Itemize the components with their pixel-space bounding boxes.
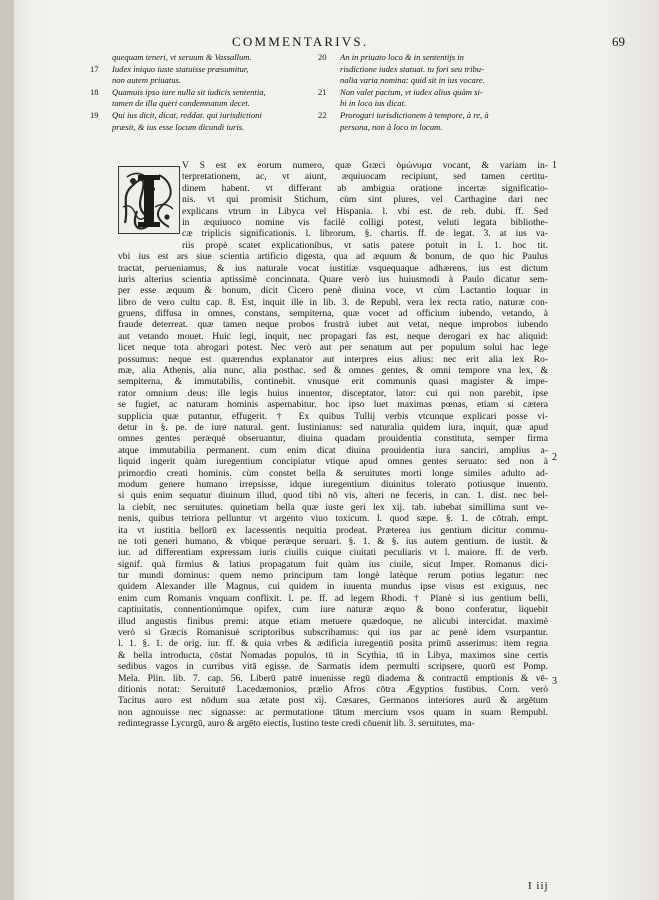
text-line: explicans vtrum in Libyca vel Hispania. l. vbi est. de reb. dubi. ff. Sed	[182, 205, 548, 217]
text-line: detur in §. pe. de iure natural. gent. Iustinianus: sed naturalia quidem iura, inquit, quæ apud	[118, 421, 548, 433]
text-line: dinem habent. vt differant ab ambigua oratione incertæ significatio-	[182, 182, 548, 194]
summary-number: 21	[318, 86, 327, 97]
text-line: ita vt iustitia bellorū ex lacessentis nequitia prodeat. Præterea ius gentium dicitur commu-	[118, 524, 548, 536]
summary-number	[90, 52, 112, 64]
margin-note-marker: 1	[552, 160, 557, 171]
text-line: sempiterna, & immutabilis, continebit. vnusque erit communis quasi magister & impe-	[118, 376, 548, 388]
summary-left-column	[90, 52, 316, 133]
text-line: supplicia quæ putantur, effugerit. † Ex quibus Tullij verbis vtcunque explicari posse vi-	[118, 410, 548, 422]
summary-text: Iudex iniquo iuste statuisse præsumitur, non autem priuatus.	[112, 63, 249, 86]
text-line: libro de vero cultu cap. 8. Est, inquit ille in lib. 3. de Republ. vera lex recta ratio, naturæ con-	[118, 296, 548, 308]
text-line: redintegrasse Lycurgū, auro & argēto eiectis, Iustino teste credi cōuenit lib. 3. seruitutes, ma-	[118, 718, 475, 730]
signature-mark: I iij	[528, 880, 549, 892]
text-line: la ciebit, nec seruitutes. quinetiam bella quæ iuste geri lex xij. tab. iubebat simillima sunt ve-	[118, 501, 548, 513]
text-line: ditionis notat: Seruitutē Lacedæmonios, prælio Afros cōtra Ægyptios fustibus. Corn. verò	[118, 683, 548, 695]
text-line: gruens, diffusa in omnes, constans, sempiterna, quæ vocet ad officium iubendo, vetando, à	[118, 308, 548, 320]
text-line: quidem Alexander ille Magnus, cui quidem in iuuenta mundus ipse visus est exiguus, nec	[118, 581, 548, 593]
summary-item	[318, 52, 554, 87]
text-line: tur mundi dominus: quem nemo principum tam longè latèque rerum potius legatur: nec	[118, 570, 548, 582]
text-line: iuris alterius scientia aptissimè concinnata. Quare verò ius huiusmodi à Paulo dicatur sem-	[118, 273, 548, 285]
summary-text: Quamuis ipso iure nulla sit iudicis sententia, tamen de illa queri condemnatum decet.	[112, 86, 266, 109]
text-line: liquid ingerit quàm iuregentium concipiatur vtique apud omnes gentes seruato: sed non à	[118, 456, 548, 468]
text-line: cæ triplicis significationis. l. librorum. §. chartis. ff. de legat. 3. at ius va-	[182, 228, 548, 240]
text-line: vbi ius est ars siue scientia artificio digesta, qua ad æquum & bonum, de quo hic Paulus	[118, 251, 548, 263]
page-gutter-shadow	[0, 0, 14, 900]
text-line: signif. quà firmius & latius propagatum fuit quàm ius ciuile, sicut Imper. Romanus dici-	[118, 558, 548, 570]
text-line: licet neque tota abrogari potest. Nec verò aut per senatum aut per populum solui hac lege	[118, 342, 548, 354]
text-line: modum genere humano irrepsisse, idque iuregentium diuinitus tolerato potiusque inuento.	[118, 478, 548, 490]
text-line: illud angustis finibus premi: atque etiam metuere quædoque, ne alicubi intercidat. maximè	[118, 615, 548, 627]
summary-number: 20	[318, 52, 327, 62]
text-line: mæ, alia Athenis, alia nunc, alia posthac. sed & omnes gentes, & omni tempore vna lex, &	[118, 365, 548, 377]
text-line: nenis, quibus tetriora pelluntur vt argento viuo toxicum. l. quod sæpe. §. 1. de cōtrah. empt.	[118, 513, 548, 525]
text-line: sedibus vagos in curribus vitā egisse. de Sarmatis idem permulti scripsere, quorū est Pomp.	[118, 661, 548, 673]
summary-item	[90, 52, 316, 64]
commentary-body	[118, 160, 548, 730]
running-title: COMMENTARIVS.	[232, 34, 369, 49]
text-line: Mela. Plin. lib. 7. cap. 56. Liberū patrē inuenisse regū diadema & contractū emptionis & vē-	[118, 672, 548, 684]
summary-text: An in priuato loco & in sententijs in risdictione iudex statuat. tu fori seu tribu- nalia varia nomina: quid sit in ius vocare.	[340, 52, 485, 86]
text-line: Tacitus auro est nōdum sua ætate post xij. Cæsares, Germanos interiores aurū & argētum	[118, 695, 548, 707]
summary-item	[318, 110, 554, 133]
text-line: fraude deterreat. quæ tamen neque probos frustrà iubet aut vetat, neque improbos iubendo	[118, 319, 548, 331]
summary-number: 22	[318, 109, 327, 120]
summary-text: Qui ius dicit, dicat, reddat. qui iurisdictioni præsit, & ius esse locum dicundi iuris.	[112, 109, 262, 132]
margin-note-marker: 2	[552, 452, 557, 463]
summary-item	[90, 87, 316, 110]
text-line: omnes gentes peræquè obseruantur, diuina quadam prouidentia constituta, semper firma	[118, 433, 548, 445]
text-line: per esse æquum & bonum, dicit Cicero penè diuina voce, vt cùm Lactantio loquar in	[118, 285, 548, 297]
summary-item	[318, 87, 554, 110]
summary-text: Prorogari iurisdictionem à tempore, à re, à persona, non à loco in locum.	[340, 109, 489, 132]
text-line: terpretationem, ac, vt aiunt, æquiuocam recipiunt, sed tamen certitu-	[182, 171, 548, 183]
summary-number: 18	[90, 86, 99, 97]
text-line: l. 1. §. 1. de orig. iur. ff. & quia vrbes & ædificia iuregentiū posita primū asserimus: item regna	[118, 638, 548, 650]
text-line: enim cum Romanis vnquam conflixit. l. pe. ff. ad legem Rhodi. † Planè si ius gentium belli,	[118, 592, 548, 604]
text-line: atque immutabilia permanent. cum enim dicat diuina prouidentia iura sanciri, amplius a-	[118, 444, 548, 456]
summary-text: quequam teneri, vt seruum & Vassallum.	[112, 52, 252, 62]
summary-item	[90, 64, 316, 87]
text-line: nis. vt qui promisit Stichum, cùm sint plures, vel Carthagine dari nec	[182, 194, 548, 206]
text-line: V S est ex eorum numero, quæ Græci ὁμώνυμα vocant, & variam in-	[182, 160, 548, 171]
text-line: rator omnium deus: ille legis huius inuentor, disceptator, lator: cui qui non parebit, ipse	[118, 387, 548, 399]
text-line: in æquiuoco nomine vis facilè colligi potest, veluti legata bibliothe-	[182, 216, 548, 228]
text-line: si quis enim sequatur diuinum illud, quod tibi nō vis, alteri ne feceris, in can. 1. dist. nec bel-	[118, 490, 548, 502]
summary-number: 19	[90, 109, 99, 120]
text-line: & bella introducta, cōstat Nomadas populos, tū in Scythia, tū in Libya, maximos sine certis	[118, 649, 548, 661]
margin-note-marker: 3	[552, 676, 557, 687]
text-line: ne toti generi humano, & vbique peræque seruari. §. 1. & §. ius autem gentium. de iustit. &	[118, 535, 548, 547]
text-line: aut vetando mouet. Huic legi, inquit, nec propagari fas est, neque derogari ex hac aliquid:	[118, 330, 548, 342]
text-line: primordio creati hominis. cùm constet bella & seruitutes morti longe similes adulto ad-	[118, 467, 548, 479]
text-line: se fugiet, ac naturam hominis aspernabitur. hoc ipso luet maximas pœnas, etiam si cætera	[118, 399, 548, 411]
text-line: non agnouisse nec signasse: ac permutatione tātum mercium vsos quam in suam Rempubl.	[118, 706, 548, 718]
summary-number: 17	[90, 63, 99, 74]
text-line: possumus: neque est quærendus explanator aut interpres eius alius: nec erit alia lex Ro-	[118, 353, 548, 365]
text-line: tractat, perueniamus, & ius naturale vocat iustitiæ vsquequaque adhærens. ius est dictum	[118, 262, 548, 274]
text-line: verò si Græcis Romanisuè scriptoribus subscribamus: qui ius par ac penè idem vsurpantur.	[118, 627, 548, 639]
summary-right-column	[318, 52, 554, 133]
summary-item	[90, 110, 316, 133]
text-line: riis propè scatet explicationibus, vt satis patere potuit in l. 1. hoc tit.	[182, 239, 548, 251]
page-number: 69	[612, 34, 625, 49]
text-line: iur. ad differentiam expressam iuris ciuilis cuique ciuitati peculiaris vt l. maiore. ff. de verb.	[118, 547, 548, 559]
text-line: captiuitatis, connentionúmque opifex, cum iure naturæ æquo & bono conferatur, liquebit	[118, 604, 548, 616]
summary-text: Non valet pactum, vt iudex alius quàm si- bi in loco ius dicat.	[340, 86, 483, 109]
